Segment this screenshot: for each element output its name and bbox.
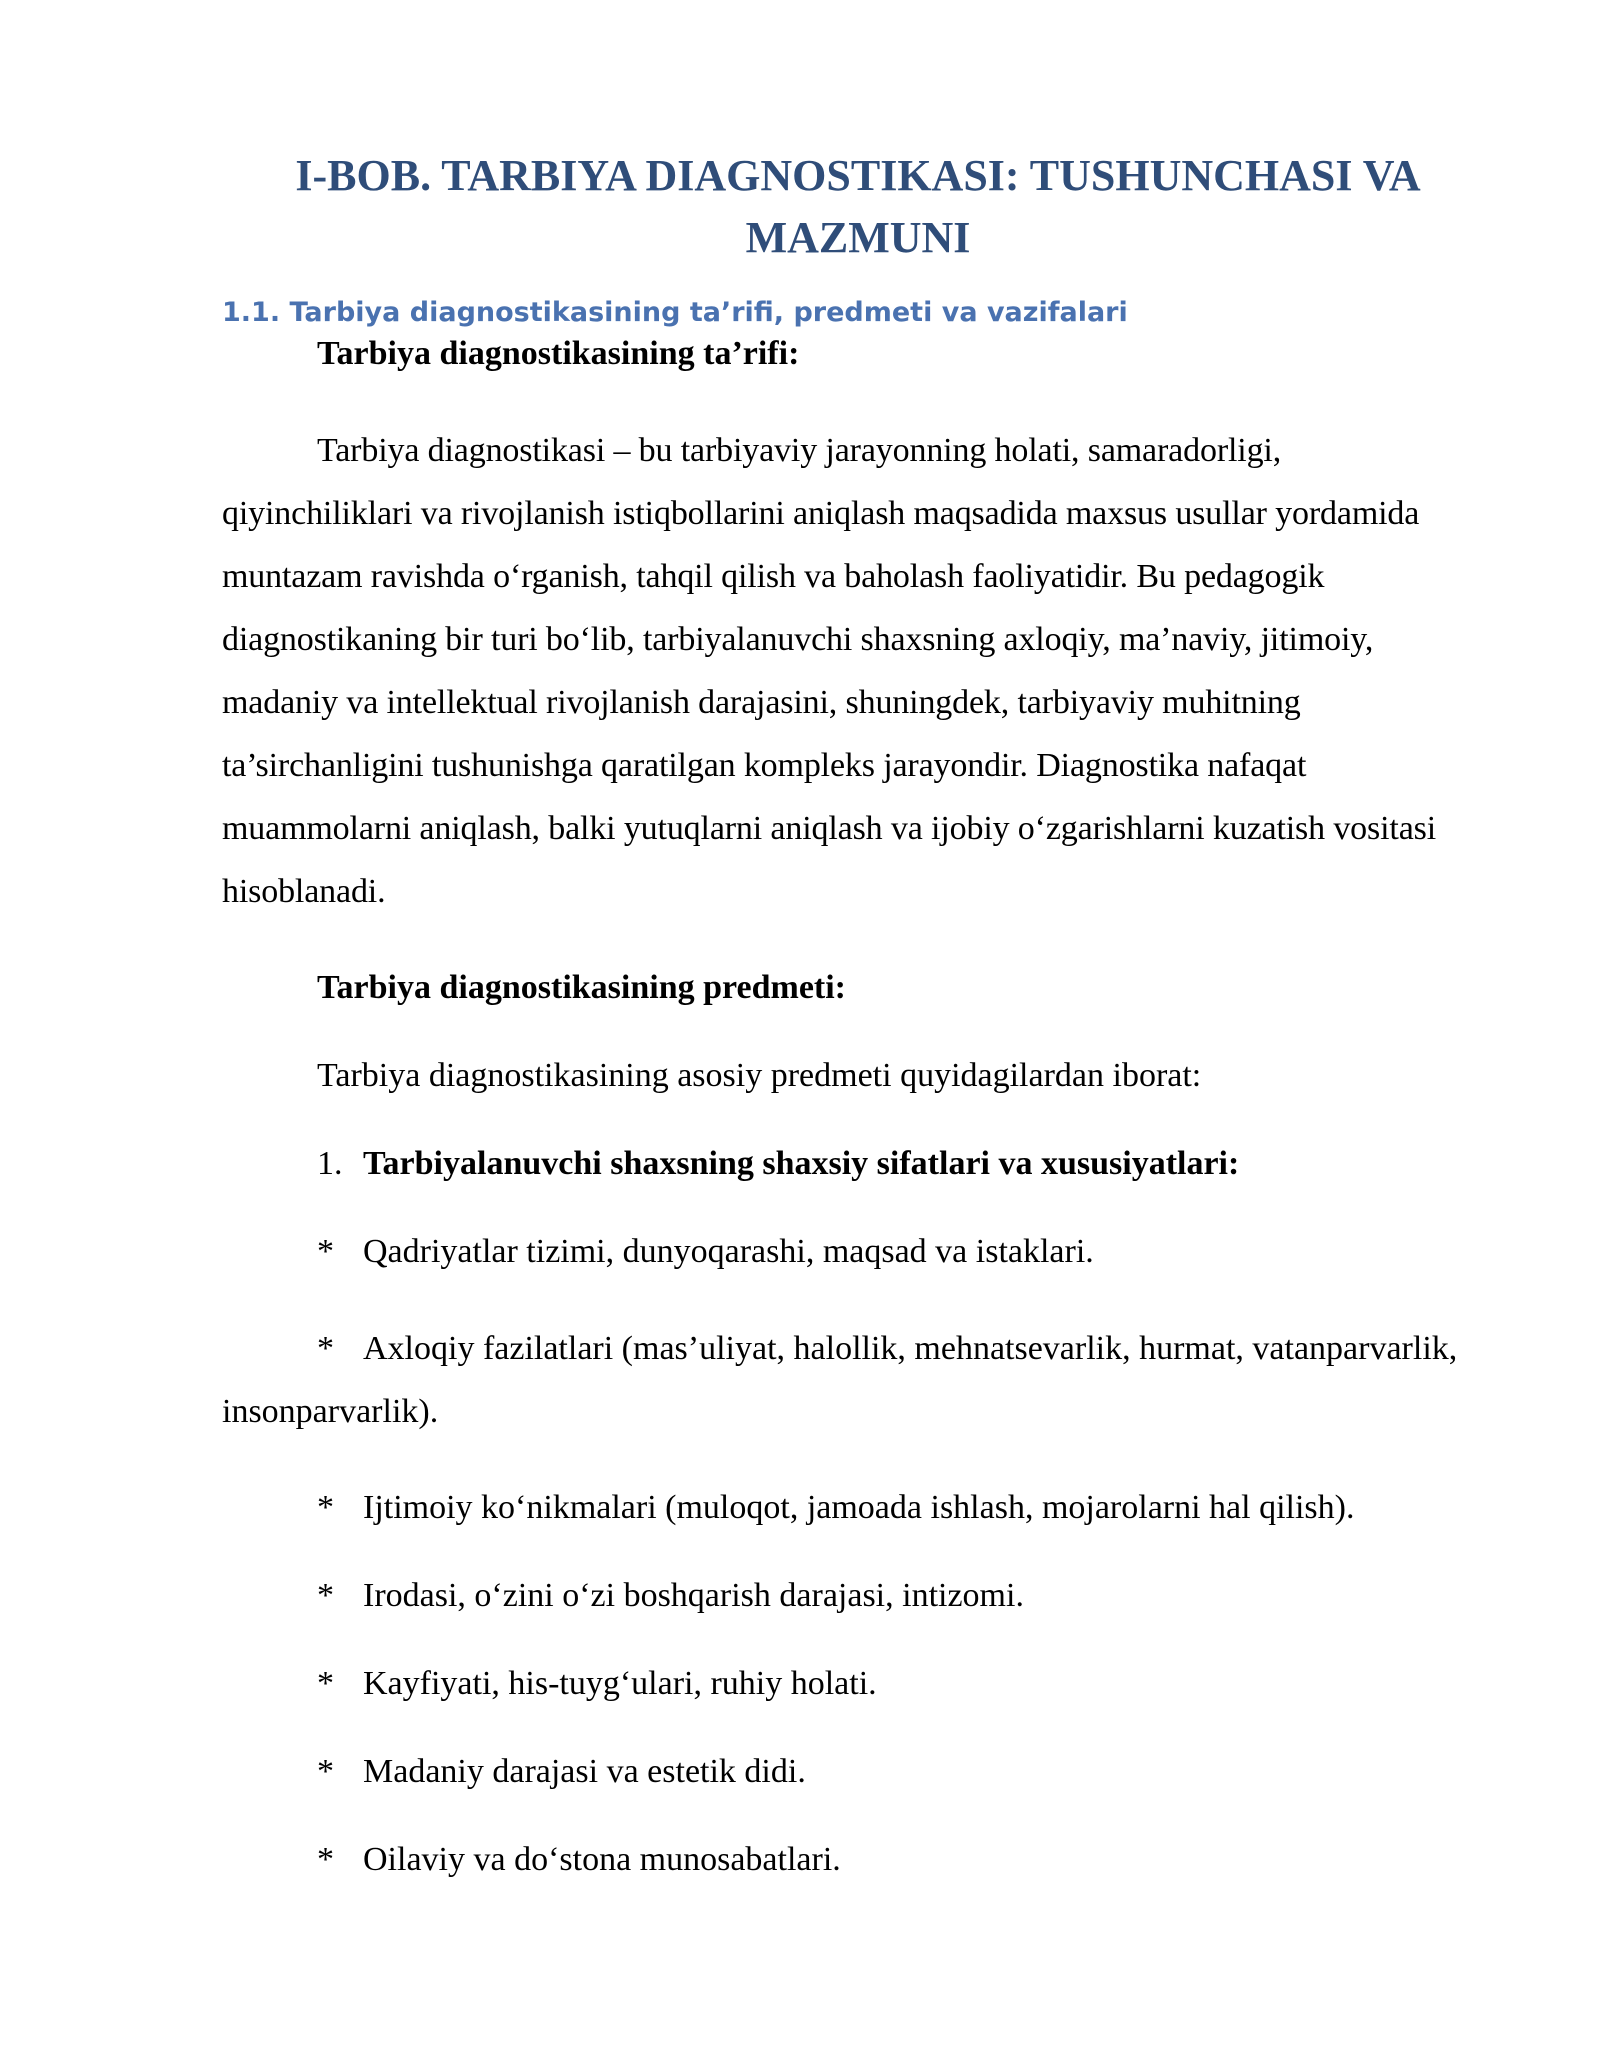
bullet-star: *: [317, 1233, 334, 1270]
list-item-text: Qadriyatlar tizimi, dunyoqarashi, maqsad va istaklari.: [363, 1233, 1094, 1270]
list-item-text: Kayfiyati, his-tuyg‘ulari, ruhiy holati.: [363, 1665, 877, 1702]
list-item: [222, 1573, 1464, 1619]
list-item-text: Madaniy darajasi va estetik didi.: [363, 1753, 806, 1790]
list-item: [222, 1229, 1464, 1275]
list-item: [222, 1317, 1464, 1443]
definition-heading: Tarbiya diagnostikasining ta’rifi:: [317, 335, 800, 372]
list-item-text: Axloqiy fazilatlari (mas’uliyat, halollik, mehnatsevarlik, hurmat, vatanparvarlik, insonparvarlik).: [222, 1330, 1458, 1430]
definition-paragraph: Tarbiya diagnostikasi – bu tarbiyaviy jarayonning holati, samaradorligi, qiyinchiliklari va rivojlanish istiqbollarini aniqlash maqsadida maxsus usullar yordamida muntazam ravishda o‘rganish, tahqil qilish va baholash faoliyatidir. Bu pedagogik diagnostikaning bir turi bo‘lib, tarbiyalanuvchi shaxsning axloqiy, ma’naviy, jitimoiy, madaniy va intellektual rivojlanish darajasini, shuningdek, tarbiyaviy muhitning ta’sirchanligini tushunishga qaratilgan kompleks jarayondir. Diagnostika nafaqat muammolarni aniqlash, balki yutuqlarni aniqlash va ijobiy o‘zgarishlarni kuzatish vositasi hisoblanadi.: [222, 432, 1437, 910]
list-item: [222, 1485, 1464, 1531]
numbered-item-number: 1.: [317, 1145, 343, 1182]
list-item: [222, 1837, 1464, 1883]
bullet-star: *: [317, 1330, 334, 1367]
numbered-item: [222, 1141, 1464, 1187]
bullet-star: *: [317, 1577, 334, 1614]
document-content: [222, 145, 1464, 1883]
list-item-text: Oilaviy va do‘stona munosabatlari.: [363, 1841, 841, 1878]
subject-intro: Tarbiya diagnostikasining asosiy predmeti quyidagilardan iborat:: [317, 1057, 1202, 1094]
list-item: [222, 1749, 1464, 1795]
bullet-star: *: [317, 1841, 334, 1878]
bullet-star: *: [317, 1665, 334, 1702]
list-item-text: Ijtimoiy ko‘nikmalari (muloqot, jamoada ishlash, mojarolarni hal qilish).: [363, 1489, 1355, 1526]
bullet-star: *: [317, 1489, 334, 1526]
section-title: 1.1. Tarbiya diagnostikasining ta’rifi, predmeti va vazifalari: [222, 297, 1128, 328]
subject-heading: Tarbiya diagnostikasining predmeti:: [317, 969, 847, 1006]
list-item-text: Irodasi, o‘zini o‘zi boshqarish darajasi, intizomi.: [363, 1577, 1024, 1614]
bullet-star: *: [317, 1753, 334, 1790]
numbered-item-text: Tarbiyalanuvchi shaxsning shaxsiy sifatlari va xususiyatlari:: [363, 1145, 1240, 1182]
chapter-title: I-BOB. TARBIYA DIAGNOSTIKASI: TUSHUNCHASI VA MAZMUNI: [295, 151, 1421, 262]
list-item: [222, 1661, 1464, 1707]
